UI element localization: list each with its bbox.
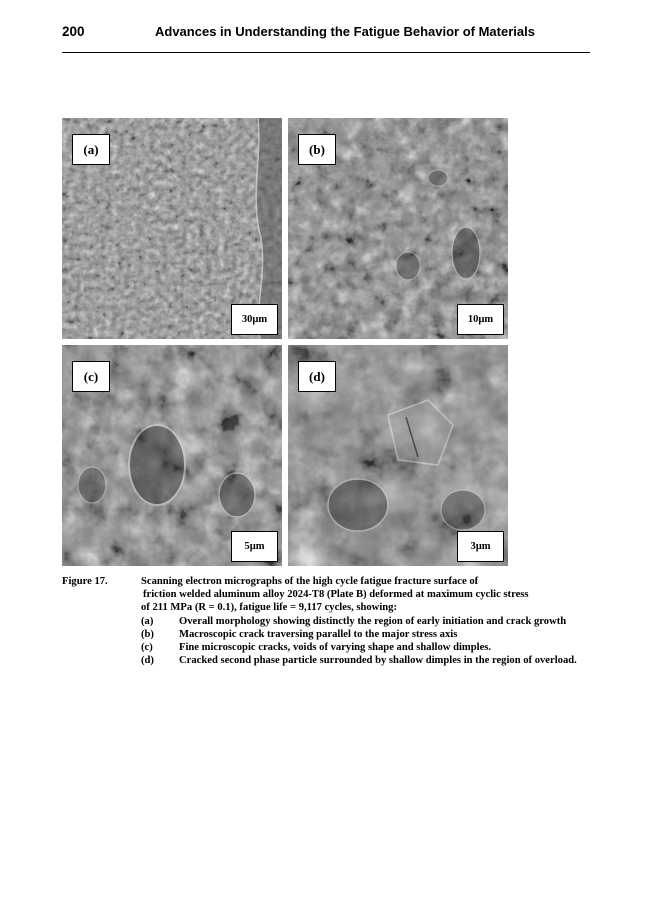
panel-label: (c) (72, 361, 110, 392)
caption-item-text: Overall morphology showing distinctly the region of early initiation and crack growth (179, 615, 567, 627)
caption-item (62, 615, 592, 628)
caption-item-key: (d) (141, 655, 154, 667)
panel-label: (d) (298, 361, 336, 392)
caption-item (62, 641, 592, 654)
caption-item (62, 628, 592, 641)
micrograph-c (62, 345, 282, 566)
panel-label: (b) (298, 134, 336, 165)
caption-item-text: Fine microscopic cracks, voids of varying shape and shallow dimples. (179, 642, 492, 653)
caption-item-key: (c) (141, 642, 153, 653)
micrograph-a (62, 118, 282, 339)
panel-label: (a) (72, 134, 110, 165)
scale-bar-label: 10µm (457, 304, 504, 335)
micrograph-d (288, 345, 508, 566)
caption-item-key: (b) (141, 628, 154, 640)
caption-item (62, 654, 592, 667)
figure-label: Figure 17. (62, 576, 108, 587)
scale-bar-label: 30µm (231, 304, 278, 335)
caption-item-text: Macroscopic crack traversing parallel to the major stress axis (179, 628, 458, 640)
scale-bar-label: 5µm (231, 531, 278, 562)
caption-line: friction welded aluminum alloy 2024-T8 (Plate B) deformed at maximum cyclic stress (143, 589, 529, 601)
caption-line: of 211 MPa (R = 0.1), fatigue life = 9,117 cycles, showing: (141, 602, 397, 614)
caption-line: Scanning electron micrographs of the high cycle fatigue fracture surface of (141, 576, 479, 587)
scale-bar-label: 3µm (457, 531, 504, 562)
figure-caption (62, 575, 592, 667)
running-title: Advances in Understanding the Fatigue Behavior of Materials (155, 24, 535, 39)
page-number: 200 (62, 24, 85, 39)
caption-item-text: Cracked second phase particle surrounded by shallow dimples in the region of overload. (179, 655, 577, 667)
micrograph-b (288, 118, 508, 339)
running-header (62, 22, 590, 53)
caption-item-key: (a) (141, 615, 154, 627)
